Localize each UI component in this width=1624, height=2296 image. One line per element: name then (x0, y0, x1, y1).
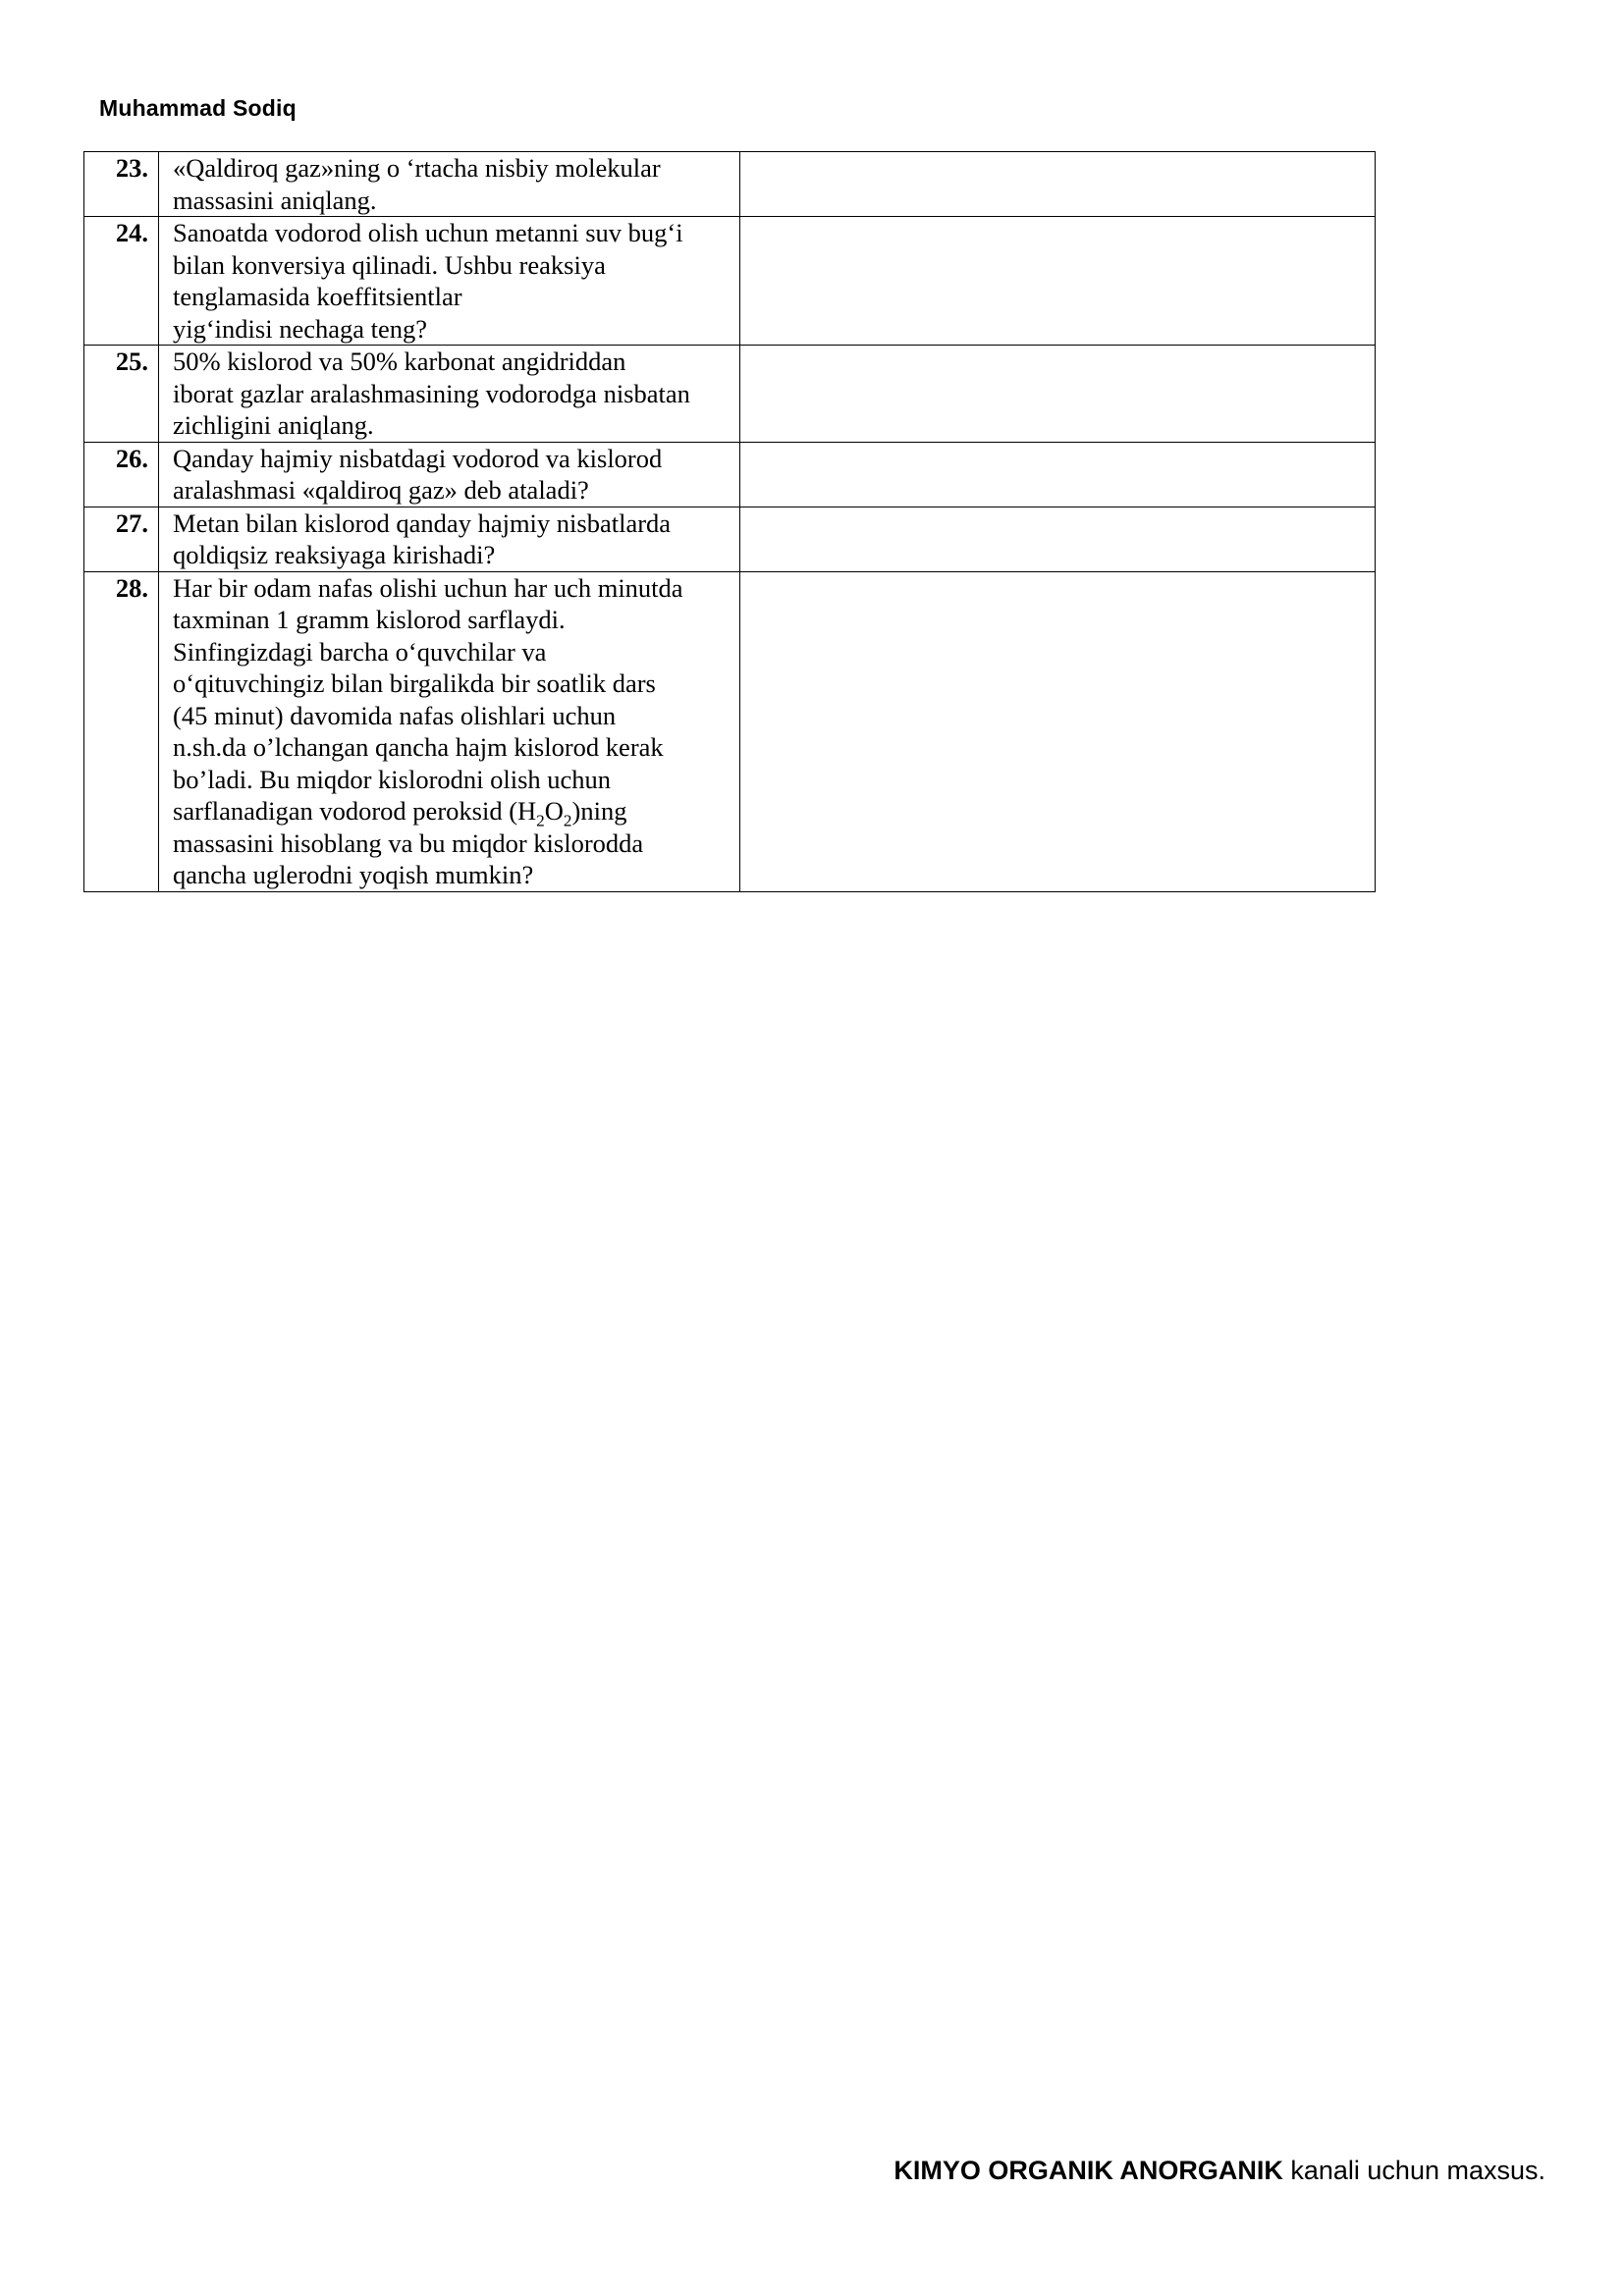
question-line: Har bir odam nafas olishi uchun har uch minutda (173, 572, 683, 603)
question-line: Sanoatda vodorod olish uchun metanni suv bug‘i (173, 218, 683, 247)
question-line: qancha uglerodni yoqish mumkin? (173, 860, 534, 889)
table-row (84, 571, 1376, 891)
formula-subscript: 2 (536, 811, 545, 830)
table-row (84, 346, 1376, 443)
footer-channel-name: KIMYO ORGANIK ANORGANIK (893, 2156, 1283, 2185)
question-line: Sinfingizdagi barcha o‘quvchilar va (173, 636, 547, 667)
question-line: massasini aniqlang. (173, 185, 377, 215)
question-text (159, 152, 740, 217)
table-row (84, 442, 1376, 507)
answer-cell (740, 346, 1376, 443)
formula-prefix: sarflanadigan vodorod peroksid (H (173, 796, 537, 826)
formula-suffix: )ning (571, 796, 627, 826)
question-line: Metan bilan kislorod qanday hajmiy nisbatlarda (173, 507, 672, 538)
footer-note (893, 2156, 1545, 2186)
question-line: massasini hisoblang va bu miqdor kislorodda (173, 828, 644, 858)
question-number: 28. (84, 571, 159, 891)
question-text (159, 571, 740, 891)
table-row (84, 152, 1376, 217)
question-text (159, 346, 740, 443)
question-number: 23. (84, 152, 159, 217)
question-line: tenglamasida koeffitsientlar (173, 282, 462, 311)
question-line: «Qaldiroq gaz»ning o ‘rtacha nisbiy molekular (173, 153, 661, 183)
question-line: o‘qituvchingiz bilan birgalikda bir soatlik dars (173, 668, 656, 698)
formula-line (173, 795, 730, 828)
question-line: Qanday hajmiy nisbatdagi vodorod va kislorod (173, 443, 663, 473)
answer-cell (740, 442, 1376, 507)
formula-subscript: 2 (563, 811, 572, 830)
author-name: Muhammad Sodiq (99, 95, 297, 121)
question-line: iborat gazlar aralashmasining vodorodga nisbatan (173, 378, 690, 408)
answer-cell (740, 507, 1376, 571)
question-line: taxminan 1 gramm kislorod sarflaydi. (173, 605, 566, 634)
question-number: 26. (84, 442, 159, 507)
answer-cell (740, 571, 1376, 891)
formula-middle: O (544, 796, 564, 826)
question-number: 27. (84, 507, 159, 571)
question-line: aralashmasi «qaldiroq gaz» deb ataladi? (173, 475, 589, 505)
question-line: 50% kislorod va 50% karbonat angidriddan (173, 347, 626, 376)
question-number: 25. (84, 346, 159, 443)
question-line: zichligini aniqlang. (173, 410, 374, 440)
table-row (84, 217, 1376, 346)
question-line: bilan konversiya qilinadi. Ushbu reaksiya (173, 249, 606, 280)
question-number: 24. (84, 217, 159, 346)
answer-cell (740, 152, 1376, 217)
question-line: bo’ladi. Bu miqdor kislorodni olish uchun (173, 764, 612, 794)
question-text (159, 217, 740, 346)
question-line: (45 minut) davomida nafas olishlari uchun (173, 700, 617, 730)
question-text (159, 442, 740, 507)
question-text (159, 507, 740, 571)
footer-text: kanali uchun maxsus. (1282, 2156, 1545, 2185)
questions-table (83, 151, 1376, 892)
question-line: n.sh.da o’lchangan qancha hajm kislorod kerak (173, 732, 664, 762)
answer-cell (740, 217, 1376, 346)
question-line: qoldiqsiz reaksiyaga kirishadi? (173, 540, 496, 569)
table-row (84, 507, 1376, 571)
question-line: yig‘indisi nechaga teng? (173, 313, 428, 344)
